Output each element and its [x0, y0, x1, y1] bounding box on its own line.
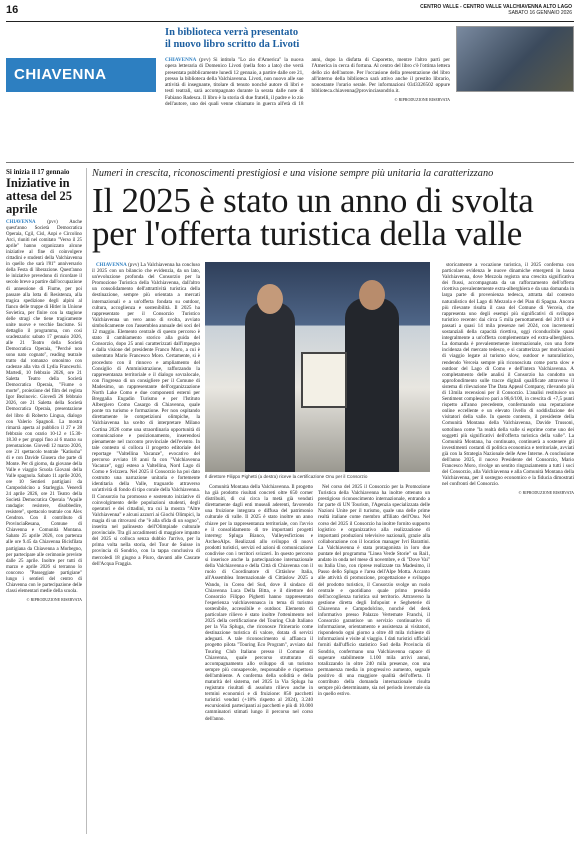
page-header	[0, 0, 580, 22]
sidebar-text	[6, 220, 82, 603]
article-column-1	[92, 262, 200, 836]
article-column-4	[442, 262, 574, 836]
edition-info	[420, 4, 572, 16]
teaser-dateline: CHIAVENNA	[165, 57, 197, 63]
person-right-head	[359, 280, 385, 310]
header-rule	[6, 21, 574, 22]
section-label: CHIAVENNA	[6, 58, 156, 92]
author-photo	[456, 26, 574, 92]
teaser-headline: In biblioteca verrà presentato il nuovo libro scritto da Livoti	[165, 27, 300, 50]
article-subtitle: Numeri in crescita, riconoscimenti prestigiosi e una visione sempre più unitaria la caratterizzano	[92, 168, 494, 179]
article-body	[92, 262, 574, 836]
person-left	[245, 302, 295, 472]
teaser-article	[165, 57, 450, 107]
article-title: Il 2025 è stato un anno di svolta per l'offerta turistica della valle	[92, 181, 534, 253]
person-left-head	[257, 284, 283, 314]
section-separator	[6, 162, 574, 163]
article-signature: © RIPRODUZIONE RISERVATA	[518, 490, 574, 496]
sidebar-dateline: CHIAVENNA	[6, 220, 36, 225]
teaser-body: (pvv) Si intitola "Lo zio d'America" la nuova opera letteraria di Domenico Livoti (nella foto a lato) che verrà presentata pubblicamente lunedì 12 gennaio, a partire dalle ore 21, presso la biblioteca della Valchiavenna. Livoti, non nuovo alle sue attività di insegnante, titolare di tenuto nonché autore di libri e testi teatrali, sarà accompagnato durante la serata dalle note di Fabiano Radesca. Il libro è la storia di due fratelli, il padre e lo zio dell'autore, uno dei quali venne chiamato in guerra all'età di 18 anni, dopo la disfatta di Caporetto, mentre l'altro partì per l'America in cerca di fortuna. Al centro del libro c'è l'ottima lettera dello zio dell'autore. Per l'occasione della presentazione del libro all'interno della biblioteca sarà attivo anche il prestito librario, nonostante l'orario serale. Per informazioni 0343326502 oppure biblioteca.chiavenna@provinciasondrio.it.	[165, 57, 450, 108]
certificate	[301, 352, 347, 408]
article-dateline: CHIAVENNA	[96, 262, 127, 268]
person-right	[345, 298, 399, 472]
column-divider	[86, 168, 87, 834]
sidebar-body: (pvv) Anche quest'anno Società Democratica Operaia, Cgil, Cisl, Anpi e Circolino Arci, riuniti nel comitato "Verso il 25 aprile" hanno organizzato alcune iniziative al fine di coinvolgere cittadini e studenti della Valchiavenna in quello che sarà l'81° anniversario della Festa di liberazione. Quest'anno le iniziative prevedono di ricordare il secolo breve a partire dall'occupazione di annessione di Fiume, per poi passare alla lotta di Resistenza, alla tragica spedizione degli alpini al fianco delle truppe di Hitler in Unione Sovietica, per finire con la stagione delle stragi che tiene tragicamente unite nuove e vecchie fascisme. Si dettaglio il programma, con così scadenzario: sabato 17 gennaio 2026, alle 21 Teatro della Società Democratica Operaia, "Perché non sono nato cognato", reading teatrale tratto dal romanzo omonimo con cadenze alla vita di Lydia Franceschi. Martedì, 10 febbraio 2026, ore 21 Saletta Teatro della Società Democratica Operaia, "Fiume o morte", proiezione del film del regista Igor Bezinovic. Giovedì 26 febbraio 2026, ore 21 Saletta della Società Democratica Operaia, presentazione del libro di Roberto Lingua, dialogo con Valerio Spagnoli. La mostra rimarrà aperta al pubblico il 27 e 28 febbraio con orario 10-12 e 15.30-18.30 e per gruppi fino al 6 marzo su prenotazione. Giovedì 12 marzo 2026, ore 21 spettacolo teatrale "Katiusha" di e con Davide Giusera che parte di Monte. Per di giorno, da giovane della Valle e viaggio Scuola Giovani della Valle spagnola. Sabato 11 aprile 2026, ore 10 Sentieri partigiani da Campodolcino a Starleggia. Venerdì 24 aprile 2026, ore 21 Teatro della Società Democratica Operaia "Aquile randagie: resistere, disobbedire, resistere", spettacolo teatrale con Alex Cendron. Con il contributo di ProvinciaResana, Comune di Chiavenna e Comunità Montana. Sabato 25 aprile 2026, con partenza alle ore 9.45 da Chiavenna Bicisfilata partigiana da Chiavenna a Morbegno, per partecipare alle cerimonie previste dalle 25 aprile. Inoltre per tutti di marzo e aprile 2026 si terranno lo concorso "Passeggiate partigiane" lungo i sentieri del centro di Chiavenna con le partecipazione delle classi elementari medie della scuola.	[6, 220, 82, 594]
teaser-signature: © RIPRODUZIONE RISERVATA	[394, 96, 450, 102]
photo-caption: Il direttore Filippo Pighetti (a destra) riceve la certificazione Onu per il Consorzio	[205, 474, 368, 479]
sidebar-article	[6, 168, 82, 838]
sidebar-headline: Iniziative in attesa del 25 aprile	[6, 176, 72, 216]
article-col4-text: storicamente a vocazione turistica, il 2025 conferma con particolare evidenza le nuove dinamiche emergenti in bassa Valchiavenna, dove Mezzola registra una crescita significativa dei flussi, accompagnata da un rafforzamento dell'offerta ricettiva prevalentemente extra-alberghiera e da una domanda in larga parte di provenienza tedesca, attratta dal contesto naturalistico del Lago di Mezzola e del Pian di Spagna. Ancora più rilevante risulta il caso del Comune di Verceia, che rappresenta uno degli esempi più significativi di sviluppo turistico recente: dai circa 5 mila pernottamenti del 2019 si è passati a quasi 14 mila presenze nel 2024, con incrementi sostanziali della capacità ricettiva, oggi riconducibile quasi integralmente a un'offerta complementare ed extra-alberghiera. La domanda è prevalentemente internazionale, con una forte incidenza del mercato tedesco, e si caratterizza per motivazioni di viaggio legate al turismo slow, outdoor e naturalistico, rendendo Verceia sempre più riconosciuta come porta slow e outdoor del Lago di Como e dell'intera Valchiavenna. A completamento delle analisi il Consorzio ha condotto un approfondimento sulle tracce digitali qualificate attraverso il sistema di rilevazione The Data Appeal Company, rilevando più di 13mila recensioni per il Consorzio. L'analisi restituisce un Sentiment complessivo pari a 86,6/100, in crescita di +7,5 punti rispetto all'anno precedente, confermando una reputazione online eccellente e un elevato livello di soddisfazione dei visitatori della valle. In questo contesto, il presidente della Comunità Montana della Valchiavenna, Davide Trussoni, sottolinea come "la realtà della valle si esprime come uno dei soggetti più significativi dell'offerta turistica della valle". La Comunità Montana, ha continuato, continuerà a sostenere gli investimenti costanti di politica economica e territoriale, avviati già con la Strategia Nazionale delle Aree Interne. A conclusione dell'anno 2025, il nuovo Presidente del Consorzio, Mario Francesco Moro, rivolge un sentito ringraziamento a tutti i soci del Consorzio, alla Valchiavenna e alla Comunità Montana della Valchiavenna, per il sostegno economico e la fiducia dimostrati nel confronti del Consorzio.	[442, 262, 574, 488]
page-number: 16	[6, 4, 19, 16]
article-col2-text: Comunità Montana della Valchiavenna. Il progetto ha già prodotto risultati concreti oltre 650 corner distribuiti, di cui circa la metà già venduti direttamente dagli enti museali aderenti, favorendo una fruizione integrata e diffusa del patrimonio culturale di valle. Il 2025 è stato inoltre un anno chiave per la rappresentanza territoriale, con l'avvio e il consolidamento di tre importanti progetti interreg: Spluga Bianco, Valleyesfictions e ArcheoAlps. Realizzati allo sviluppo di nuovi prodotti turistici, servizi ed azioni di comunicazione condivise con i territori svizzeri. In questo percorso si inserisce anche la partecipazione internazionale della Valchiavenna e della Città di Chiavenna con il ruolo di Coordinatore di Cittàslow Italia, all'Assemblea Internazionale di Cittàslow 2025 a Wando, in Corea del Sud, dove il sindaco di Chiavenna Luca Della Bitta, e il direttore del Consorzio Filippo Pighetti hanno rappresentato l'esperienza valchiavennasca in tema di turismo sostenibile, accessibile e outdoor. Elemento di particolare rilievo è stato inoltre l'ottenimento nel 2025 della certificazione del Touring Club Italiano per la Via Spluga, che riconosce l'itinerario come destinazione turistica di valore, dotata di servizi adeguati. A tale riconoscimento si affianca il progetto pilota "Touring Eco Program", avviato dal Touring Club Italiano presso il Comune di Chiavenna, quale percorso strutturato di accompagnamento allo sviluppo di un turismo sempre più consapevole, responsabile e rispettoso dell'ambiente. A conferma della solidità e della maturità del sistema, nel 2025 la Via Spluga ha registrato risultati di assoluto rilievo anche in termini economici e di fruizione: 850 pacchetti turistici venduti (+18% rispetto al 2024), 3.240 escursionisti partecipanti ai pacchetti e più di 10.000 camminatori stimati lungo il percorso nel corso dell'anno.	[205, 484, 313, 722]
section-band	[6, 58, 156, 92]
edition-label: CENTRO VALLE - CENTRO VALLE VALCHIAVENNA ALTO LAGO	[420, 4, 572, 10]
sidebar-kicker: Si inizia il 17 gennaio	[6, 168, 70, 176]
certification-photo	[205, 262, 430, 472]
issue-date: SABATO 16 GENNAIO 2026	[508, 10, 572, 16]
sidebar-signature: © RIPRODUZIONE RISERVATA	[26, 596, 82, 602]
article-col3-text: Nel corso del 2025 il Consorzio per la Promozione Turistica della Valchiavenna ha inoltre ottenuto un prestigioso riconoscimento internazionale, entrando a far parte di UN Tourism, l'Agenzia specializzata delle Nazioni Unite per il turismo, quale una delle prime realtà italiane come membro affiliato dell'Onu. Nel corso del 2025 il Consorzio ha inoltre fornito supporto logistico e organizzativo alla realizzazione di importanti produzioni televisive nazionali, grazie alla collaborazione con il location manager Ivri Barattini. La Valchiavenna è stata protagonista in loro due puntate del programma "Linea Verde Storie" su Rai1, andato in onda nel mese di novembre, e di "Dove Vai" su Italia Uno, con riprese realizzate tra Madesimo, il Passo dello Spluga e l'area dell'Alpe Motta. Accanto alle attività di promozione, progettazione e sviluppo del prodotto turistico, il Consorzio svolge un ruolo centrale e quotidiano quale primo presidio dell'accoglienza turistica sul territorio. Attraverso la gestione diretta degli Infopoint e Segheterie di Chiavenna e Campodolcino, nonché del desk informativo presso Palazzo Vertemate Franchi, il Consorzio garantisce un servizio continuativo di informazione, orientamento e assistenza ai visitatori, rispondendo ogni giorno a oltre 40 mila richieste di informazioni e visite al viaggio. I dati turistici ufficiali forniti dall'ufficio statistico Sud della Provincia di Sondrio, confermano una Valchiavenna capace di superare stabilmente 1.100 mila arrivi annui, totalizzando in oltre 240 mila presenze, con una permanenza media in progressivo aumento, segnale positivo di una maggiore qualità dell'offerta. Il contributo della domanda internazionale risulta sempre più determinante, sia nel periodo invernale sia in quello estivo.	[318, 484, 430, 698]
article-col1-text: (pvv) La Valchiavenna ha concluso il 2025 con un bilancio che evidenzia, da un lato, un'evoluzione profonda del Consorzio per la Promozione Turistica della Valchiavenna, dall'altro un consolidamento dell'attrattività turistica della destinazione, sempre più orientata a mercati internazionali e a un'offerta fondata su outdoor, cultura, accoglienza e sostenibilità. Il 2025 ha rappresentato per il Consorzio Turistico Valchiavenna un vero anno di svolta, avviato simbolicamente con l'assemblea annuale dei soci del 12 maggio. Elemento centrale di questo percorso è stato il cambiamento storico alla guida del Consorzio, dopo 25 anni caratterizzati dall'impegno e dalla visione del presidente Franco Moro, a cui è subentrato Mario Francesco Moro. Certamente, si è proceduto con il rinnovo e ampliamento del Consiglio di Amministrazione, rafforzando la rappresentanza territoriale e il dialogo sovralocale, con l'ingresso di un consigliere per il Comune di Madesimo, un rappresentante dell'organizzazione North Lake Como e due componenti esterni per Breggalia Engadin Turismo e per l'Istituto Albergiero Como Casargo di Chiavenna, quale ponte tra turismo e formazione. Per non ospitando direttamente le competizioni olimpiche, la Valchiavenna ha scelto di interpretare Milano Cortina 2026 come una straordinaria opportunità di comunicazione e posizionamento, inserendosi pienamente nel racconto provinciale dell'evento. In tale contesto si colloca il progetto editoriale del reportage "Valtellina Vacanze", evocativo del percorso avviato 18 anni fa con "Valchiavenna Vacanze", oggi esteso a Valtellina, Nord Lago di Como e Svizzera. Nel 2025 il Consorzio ha poi dato costrutto una narrazione unitaria e fortemente identitaria della Valle, traguardo attraverso un'attività di fondo di tipo corale della Valchiavenna. Il Consorzio ha promosso e sostenuto iniziative di coinvolgimento delle popolazioni studenti, degli operatori e dei cittadini, tra cui la mostra "Altre Valchiavenna" e alcuni azzurri ai Giochi Olimpici, la magia di un ritrovarsi che "è alla sfida di un sogno", inserita nel palinsesto dell'Olimpiade culturale provinciale. Tra gli accadimenti di maggiore impatto del 2025 si colloca senza dubbio l'arrivo, per la prima volta nella storia, del Tour de Suisse in provincia di Sondrio, con la tappa conclusiva di mercoledì 18 giugno a Piuro, davanti alle Cascate dell'Acqua Fraggia.	[92, 262, 200, 567]
